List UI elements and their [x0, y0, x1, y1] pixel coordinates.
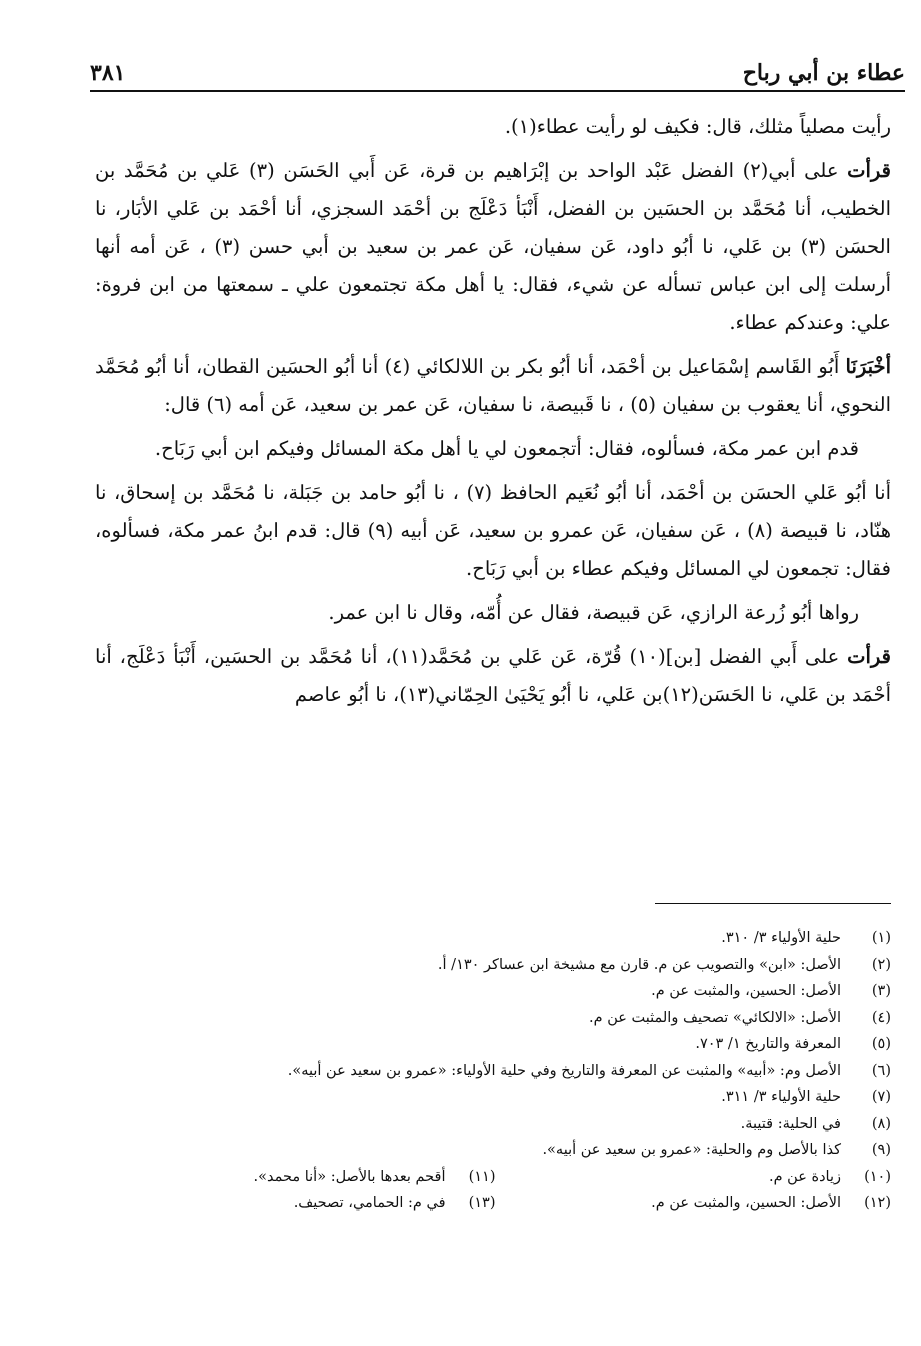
footnote-text: حلية الأولياء ٣/ ٣١٠.	[721, 930, 841, 946]
footnote	[100, 1164, 496, 1191]
footnotes	[100, 925, 891, 1217]
footnote-text: أقحم بعدها بالأصل: «أنا محمد».	[253, 1168, 446, 1185]
footnote	[496, 1164, 892, 1191]
footnote-text: الأصل وم: «أبيه» والمثبت عن المعرفة والتاريخ وفي حلية الأولياء: «عمرو بن سعيد عن أبيه».	[287, 1062, 841, 1079]
footnote	[100, 1005, 891, 1032]
footnote-divider	[655, 903, 891, 904]
footnote-number: (١٣)	[468, 1195, 496, 1211]
footnote-number: (٦)	[871, 1062, 891, 1079]
footnote-number: (١)	[871, 930, 891, 946]
footnote-text: الأصل: «ابن» والتصويب عن م. قارن مع مشيخة ابن عساكر ١٣٠/ أ.	[437, 956, 841, 973]
footnote	[100, 1137, 891, 1164]
paragraph-3-text: أَبُو القَاسم إسْمَاعيل بن أحْمَد، أنا أبُو بكر بن اللالكائي (٤) أنا أبُو الحسَين القطان، أنا أبُو مُحَمَّد النحوي، أنا يعقوب بن سفيان (٥) ، نا قَبيصة، نا سفيان، عَن عمر بن سعيد، عَن أمه (٦) قال:	[95, 355, 891, 416]
footnote	[496, 1190, 892, 1217]
footnote	[100, 978, 891, 1005]
page-header	[90, 52, 905, 92]
paragraph-3-lead: أخْبَرَنَا	[845, 355, 891, 378]
paragraph-2	[95, 152, 891, 342]
footnote-number: (٨)	[871, 1115, 891, 1132]
footnote-number: (٢)	[871, 956, 891, 973]
footnote-text: الأصل: «الالكائي» تصحيف والمثبت عن م.	[589, 1009, 841, 1026]
footnote-number: (٤)	[871, 1009, 891, 1026]
footnote-number: (٥)	[871, 1036, 891, 1052]
footnote-text: المعرفة والتاريخ ١/ ٧٠٣.	[695, 1036, 841, 1052]
paragraph-5: أنا أبُو عَلي الحسَن بن أحْمَد، أنا أبُو نُعَيم الحافظ (٧) ، نا أبُو حامد بن جَبَلة، نا مُحَمَّد بن إسحاق، نا هنّاد، نا قبيصة (٨) ، عَن سفيان، عَن عمرو بن سعيد، عَن أبيه (٩) قال: قدم ابنُ عمر مكة، فسألوه، فقال: تجمعون لي المسائل وفيكم عطاء بن أبي رَبَاح.	[95, 481, 891, 580]
footnote-text: كذا بالأصل وم والحلية: «عمرو بن سعيد عن أبيه».	[542, 1142, 841, 1158]
footnote	[100, 1058, 891, 1085]
running-head: عطاء بن أبي رباح	[742, 60, 905, 86]
footnote-number: (١٢)	[864, 1195, 891, 1211]
paragraph-7-text: على أَبي الفضل [بن](١٠) قُرّة، عَن عَلي بن مُحَمَّد(١١)، أنا مُحَمَّد بن الحسَين، أَنْبَأ دَعْلَج، أنا أحْمَد بن عَلي، نا الحَسَن(١٢)بن عَلي، نا أبُو يَحْيَىٰ الحِمّاني(١٣)، نا أبُو عاصم	[95, 645, 891, 706]
footnote-number: (١١)	[468, 1168, 496, 1185]
footnote	[100, 952, 891, 979]
footnote-pair-row	[100, 1190, 891, 1217]
footnote-text: في الحلية: قتيبة.	[740, 1115, 841, 1132]
paragraph-4: قدم ابن عمر مكة، فسألوه، فقال: أتجمعون لي يا أهل مكة المسائل وفيكم ابن أبي رَبَاح.	[154, 437, 859, 460]
footnote	[100, 925, 891, 952]
paragraph-1: رأيت مصلياً مثلك، قال: فكيف لو رأيت عطاء(١).	[504, 115, 891, 138]
footnote-pair-row	[100, 1164, 891, 1191]
paragraph-2-text: على أبي(٢) الفضل عَبْد الواحد بن إبْرَاهيم بن قرة، عَن أَبي الحَسَن (٣) عَلي بن مُحَمَّد بن الخطيب، أنا مُحَمَّد بن الحسَين بن الفضل، أَنْبَأ دَعْلَج بن أحْمَد السجزي، أنا أحْمَد بن عَلي الأبَار، نا الحسَن (٣) بن عَلي، نا أبُو داود، عَن سفيان، عَن عمر بن سعيد بن أبي حسن (٣) ، عَن أمه أنها أرسلت إلى ابن عباس تسأله عن شيء، فقال: يا أهل مكة تجتمعون علي ـ سمعتها من ابن فروة: علي: وعندكم عطاء.	[95, 159, 891, 334]
paragraph-3	[95, 348, 891, 424]
footnote-number: (٣)	[871, 983, 891, 999]
footnote	[100, 1190, 496, 1217]
paragraph-2-lead: قرأت	[847, 159, 891, 182]
paragraph-7-lead: قرأت	[847, 645, 891, 668]
footnote	[100, 1111, 891, 1138]
page-number: ٣٨١	[90, 60, 126, 86]
paragraph-6: رواها أبُو زُرعة الرازي، عَن قبيصة، فقال عن أُمّه، وقال نا ابن عمر.	[328, 601, 859, 624]
footnote-number: (٧)	[871, 1089, 891, 1105]
footnote-number: (٩)	[871, 1142, 891, 1158]
footnote-text: في م: الحمامي، تصحيف.	[293, 1195, 446, 1211]
footnote-text: حلية الأولياء ٣/ ٣١١.	[721, 1089, 841, 1105]
footnote	[100, 1031, 891, 1058]
footnote	[100, 1084, 891, 1111]
footnote-text: الأصل: الحسين، والمثبت عن م.	[651, 1195, 841, 1211]
main-text	[95, 108, 891, 720]
paragraph-7	[95, 638, 891, 714]
footnote-text: زيادة عن م.	[768, 1168, 841, 1185]
footnote-text: الأصل: الحسين، والمثبت عن م.	[651, 983, 841, 999]
footnote-number: (١٠)	[864, 1168, 891, 1185]
